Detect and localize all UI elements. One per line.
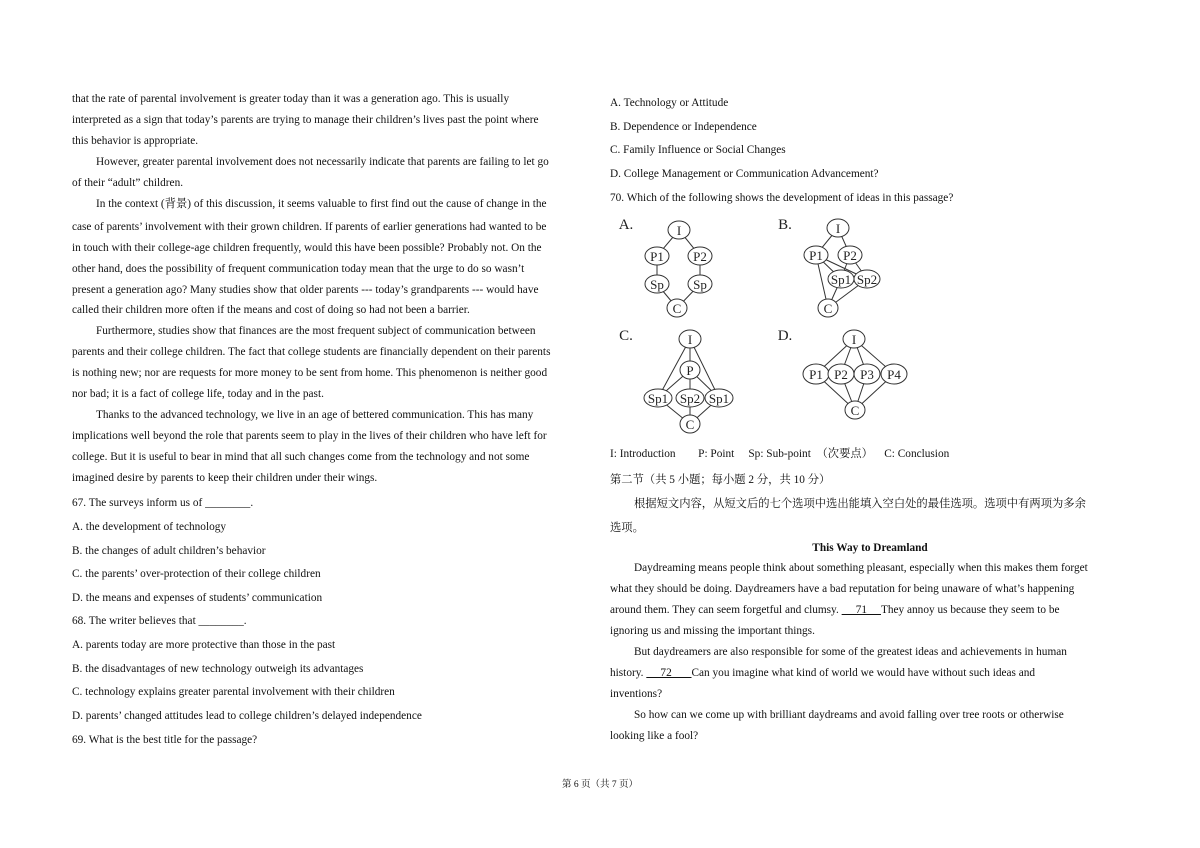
passage-line: Daydreaming means people think about something pleasant, especially when this makes them forget bbox=[634, 562, 1088, 574]
passage-line: interpreted as a sign that today’s parents are trying to manage their children’s lives past the point where bbox=[72, 114, 539, 126]
diagram-d-label: D. bbox=[777, 328, 793, 344]
diagram-b-label: B. bbox=[778, 217, 792, 233]
node-c: C bbox=[685, 417, 695, 432]
instructions-line: 选项。 bbox=[610, 522, 644, 534]
diagram-options bbox=[610, 210, 950, 440]
blank-72[interactable]: 72 bbox=[646, 667, 692, 679]
node-p: P bbox=[686, 363, 694, 378]
passage-title: This Way to Dreamland bbox=[812, 542, 928, 554]
passage-line: inventions? bbox=[610, 688, 663, 700]
node-i: I bbox=[676, 223, 682, 238]
passage-line: nor bad; it is a fact of college life, today and in the past. bbox=[72, 388, 324, 400]
node-c: C bbox=[823, 301, 833, 316]
section-heading: 第二节（共 5 小题；每小题 2 分，共 10 分） bbox=[610, 474, 831, 486]
node-c: C bbox=[850, 403, 860, 418]
passage-line: However, greater parental involvement does not necessarily indicate that parents are failing to let go bbox=[96, 156, 549, 168]
node-sp: Sp bbox=[650, 277, 664, 292]
passage-line: in touch with their college-age children frequently, would this have been possible? Probably not. On the bbox=[72, 242, 542, 254]
option-67-a: A. the development of technology bbox=[72, 521, 227, 533]
diagram-c-label: C. bbox=[619, 328, 633, 344]
question-69: 69. What is the best title for the passage? bbox=[72, 734, 258, 746]
node-sp: Sp bbox=[693, 277, 707, 292]
passage-line: So how can we come up with brilliant daydreams and avoid falling over tree roots or otherwise bbox=[634, 709, 1064, 721]
node-p1: P1 bbox=[809, 367, 823, 382]
question-67: 67. The surveys inform us of ________. bbox=[72, 497, 254, 509]
node-i: I bbox=[687, 332, 693, 347]
passage-text: They annoy us because they seem to be bbox=[880, 604, 1060, 616]
passage-line: implications well beyond the role that parents seem to play in the lives of their children who have left for bbox=[72, 430, 547, 442]
blank-71[interactable]: 71 bbox=[841, 604, 881, 616]
passage-line: college. But it is useful to bear in mind that all such changes come from the technology and not some bbox=[72, 451, 530, 463]
passage-line: imagined desire by parents to keep their children under their wings. bbox=[72, 472, 378, 484]
passage-line: called their children more often if the means and cost of doing so had not been a barrier. bbox=[72, 304, 470, 316]
structure-diagrams bbox=[610, 210, 950, 440]
node-sp1: Sp1 bbox=[647, 391, 669, 406]
node-p1: P1 bbox=[809, 248, 823, 263]
option-68-b: B. the disadvantages of new technology outweigh its advantages bbox=[72, 663, 364, 675]
passage-line: present a generation ago? Many studies show that older parents --- today’s grandparents --- would have bbox=[72, 284, 539, 296]
node-sp2: Sp2 bbox=[856, 272, 878, 287]
node-p3: P3 bbox=[860, 367, 874, 382]
instructions-line: 根据短文内容，从短文后的七个选项中选出能填入空白处的最佳选项。选项中有两项为多余 bbox=[634, 498, 1086, 510]
passage-line: parents and their college children. The fact that college students are financially dependent on their parents bbox=[72, 346, 551, 358]
node-sp1: Sp1 bbox=[830, 272, 852, 287]
option-69-a: A. Technology or Attitude bbox=[610, 97, 729, 109]
node-sp1: Sp1 bbox=[708, 391, 730, 406]
passage-line: Thanks to the advanced technology, we live in an age of bettered communication. This has many bbox=[96, 409, 534, 421]
node-c: C bbox=[672, 301, 682, 316]
passage-text: around them. They can seem forgetful and clumsy. bbox=[610, 604, 839, 616]
passage-line: other hand, does the possibility of frequent communication today mean that the urge to do so wasn’t bbox=[72, 263, 525, 275]
passage-line: of their “adult” children. bbox=[72, 177, 184, 189]
node-p1: P1 bbox=[650, 249, 664, 264]
option-69-d: D. College Management or Communication Advancement? bbox=[610, 168, 879, 180]
passage-line: Furthermore, studies show that finances are the most frequent subject of communication between bbox=[96, 325, 536, 337]
passage-text: history. bbox=[610, 667, 644, 679]
diagram-legend: I: Introduction P: Point Sp: Sub-point （次要点） C: Conclusion bbox=[610, 448, 950, 460]
option-68-c: C. technology explains greater parental involvement with their children bbox=[72, 686, 395, 698]
option-67-d: D. the means and expenses of students’ communication bbox=[72, 592, 323, 604]
passage-line: ignoring us and missing the important things. bbox=[610, 625, 815, 637]
option-69-b: B. Dependence or Independence bbox=[610, 121, 757, 133]
page-footer: 第 6 页（共 7 页） bbox=[561, 780, 638, 790]
passage-line: that the rate of parental involvement is greater today than it was a generation ago. This is usually bbox=[72, 93, 510, 105]
node-i: I bbox=[851, 332, 857, 347]
question-68: 68. The writer believes that ________. bbox=[72, 615, 247, 627]
node-i: I bbox=[835, 221, 841, 236]
passage-line: what they should be doing. Daydreamers have a bad reputation for being unaware of what’s happening bbox=[610, 583, 1075, 595]
option-67-b: B. the changes of adult children’s behavior bbox=[72, 545, 266, 557]
passage-line: case of parents’ involvement with their grown children. If parents of earlier generations had wanted to be bbox=[72, 221, 547, 233]
passage-line: In the context (背景) of this discussion, it seems valuable to first find out the cause of change in the bbox=[96, 198, 547, 210]
passage-line: this behavior is appropriate. bbox=[72, 135, 199, 147]
option-68-d: D. parents’ changed attitudes lead to college children’s delayed independence bbox=[72, 710, 422, 722]
question-70: 70. Which of the following shows the development of ideas in this passage? bbox=[610, 192, 954, 204]
node-sp2: Sp2 bbox=[679, 391, 701, 406]
option-69-c: C. Family Influence or Social Changes bbox=[610, 144, 786, 156]
node-p4: P4 bbox=[887, 367, 901, 382]
diagram-a-label: A. bbox=[618, 217, 634, 233]
node-p2: P2 bbox=[834, 367, 848, 382]
passage-line bbox=[610, 603, 1059, 617]
node-p2: P2 bbox=[693, 249, 707, 264]
node-p2: P2 bbox=[843, 248, 857, 263]
passage-text: Can you imagine what kind of world we would have without such ideas and bbox=[691, 667, 1036, 679]
passage-line: looking like a fool? bbox=[610, 730, 699, 742]
option-67-c: C. the parents’ over-protection of their college children bbox=[72, 568, 321, 580]
passage-line: is nothing new; nor are requests for more money to be sent from home. This phenomenon is neither good bbox=[72, 367, 548, 379]
passage-line bbox=[610, 666, 1035, 680]
option-68-a: A. parents today are more protective than those in the past bbox=[72, 639, 336, 651]
passage-line: But daydreamers are also responsible for some of the greatest ideas and achievements in human bbox=[634, 646, 1067, 658]
